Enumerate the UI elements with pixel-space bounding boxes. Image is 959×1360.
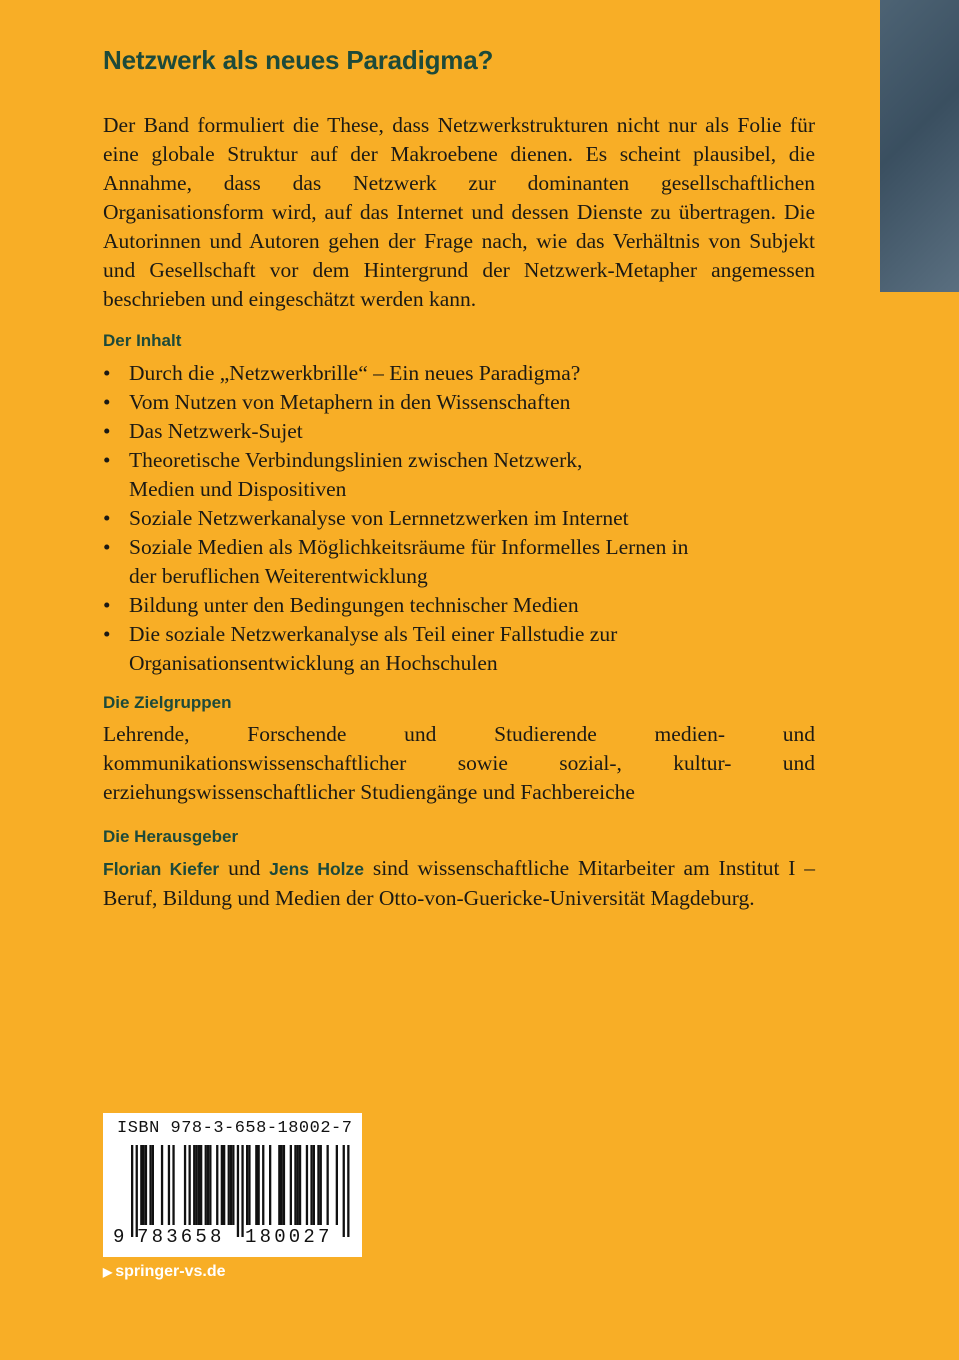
- barcode-bar: [248, 1145, 250, 1225]
- barcode-bar: [205, 1145, 207, 1225]
- list-item: [103, 388, 815, 417]
- editors-text: [103, 854, 815, 913]
- barcode-bar: [290, 1145, 292, 1225]
- barcode-bar: [255, 1145, 257, 1225]
- list-item-text: Die soziale Netzwerkanalyse als Teil einer Fallstudie zur Organisationsentwicklung an Hochschulen: [129, 622, 618, 675]
- bullet-icon: •: [103, 535, 111, 559]
- isbn-barcode: [103, 1113, 362, 1257]
- bullet-icon: •: [103, 361, 111, 385]
- ean-right-digits: 180027: [245, 1226, 333, 1248]
- barcode-bar: [262, 1145, 264, 1225]
- barcode-bar: [161, 1145, 163, 1225]
- bullet-icon: •: [103, 390, 111, 414]
- editor-name: Jens Holze: [269, 859, 365, 879]
- barcode-bar: [320, 1145, 322, 1225]
- barcode-bar: [136, 1145, 138, 1237]
- target-groups-text: Lehrende, Forschende und Studierende medien- und kommunikationswissenschaftlicher sowie sozial-, kultur- und erziehungswissenschaftlicher Studiengänge und Fachbereiche: [103, 722, 815, 804]
- barcode-bar: [237, 1145, 239, 1237]
- list-item: [103, 417, 815, 446]
- intro-paragraph: Der Band formuliert die These, dass Netzwerkstrukturen nicht nur als Folie für eine globale Struktur auf der Makroebene dienen. Es scheint plausibel, die Annahme, dass das Netzwerk zur dominanten gesellschaftlichen Organisationsform wird, auf das Internet und dessen Dienste zu übertragen. Die Autorinnen und Autoren gehen der Frage nach, wie das Verhältnis von Subjekt und Gesellschaft vor dem Hintergrund der Netzwerk-Metapher angemessen beschrieben und eingeschätzt werden kann.: [103, 113, 815, 311]
- barcode-bar: [230, 1145, 232, 1225]
- barcode-bar: [343, 1145, 345, 1237]
- list-item-text: Vom Nutzen von Metaphern in den Wissenschaften: [129, 390, 571, 414]
- barcode-bar: [313, 1145, 315, 1225]
- barcode-bar: [297, 1145, 299, 1225]
- barcode-bar: [140, 1145, 142, 1225]
- cover-corner-decoration: [880, 0, 959, 292]
- bullet-icon: •: [103, 448, 111, 472]
- page-title: Netzwerk als neues Paradigma?: [103, 45, 494, 75]
- barcode-bar: [145, 1145, 147, 1225]
- barcode-bar: [232, 1145, 234, 1225]
- contents-heading: Der Inhalt: [103, 331, 182, 350]
- barcode-bar: [193, 1145, 195, 1225]
- ean-left-digits: 783658: [137, 1226, 225, 1248]
- barcode-bar: [198, 1145, 200, 1225]
- barcode-bar: [216, 1145, 218, 1225]
- barcode-bar: [241, 1145, 243, 1237]
- list-item: [103, 446, 815, 504]
- editor-name: Florian Kiefer: [103, 859, 220, 879]
- barcode-bar: [207, 1145, 209, 1225]
- barcode-bar: [195, 1145, 197, 1225]
- barcode-bar: [143, 1145, 145, 1225]
- barcode-bar: [258, 1145, 260, 1225]
- barcode-bar: [306, 1145, 308, 1225]
- barcode-bar: [278, 1145, 280, 1225]
- barcode-bar: [168, 1145, 170, 1225]
- barcode-bar: [294, 1145, 296, 1225]
- barcode-bar: [209, 1145, 211, 1225]
- isbn-label: ISBN 978-3-658-18002-7: [117, 1119, 353, 1138]
- editors-description: sind wissenschaftliche Mitarbeiter am Institut I – Beruf, Bildung und Medien der Otto-von-Guericke-Universität Magdeburg.: [103, 856, 816, 910]
- barcode-bar: [283, 1145, 285, 1225]
- barcode-bar: [269, 1145, 271, 1225]
- barcode-bar: [299, 1145, 301, 1225]
- barcode-bar: [221, 1145, 223, 1225]
- list-item: [103, 359, 815, 388]
- target-groups-heading: Die Zielgruppen: [103, 693, 232, 712]
- barcode-bar: [317, 1145, 319, 1225]
- ean-first-digit: 9: [113, 1226, 125, 1248]
- publisher-url: springer-vs.de: [115, 1263, 226, 1280]
- list-item-text: Das Netzwerk-Sujet: [129, 419, 303, 443]
- list-item: [103, 620, 815, 678]
- bullet-icon: •: [103, 593, 111, 617]
- barcode-bar: [152, 1145, 154, 1225]
- list-item-text: Soziale Medien als Möglichkeitsräume für Informelles Lernen in der beruflichen Weiterentwicklung: [129, 535, 689, 588]
- publisher-link[interactable]: [103, 1263, 226, 1281]
- barcode-bar: [228, 1145, 230, 1225]
- list-item-text: Soziale Netzwerkanalyse von Lernnetzwerken im Internet: [129, 506, 629, 530]
- barcode-bar: [310, 1145, 312, 1225]
- bullet-icon: •: [103, 506, 111, 530]
- play-arrow-icon: ▶: [103, 1265, 113, 1279]
- bullet-icon: •: [103, 622, 111, 646]
- barcode-bar: [189, 1145, 191, 1225]
- list-item: [103, 533, 815, 591]
- barcode-bar: [336, 1145, 338, 1225]
- barcode-bar: [149, 1145, 151, 1225]
- barcode-bar: [131, 1145, 133, 1237]
- barcode-bar: [172, 1145, 174, 1225]
- editors-conjunction: und: [219, 856, 270, 880]
- barcode-bar: [200, 1145, 202, 1225]
- barcode-bar: [281, 1145, 283, 1225]
- barcode-bar: [223, 1145, 225, 1225]
- barcode-bar: [347, 1145, 349, 1237]
- barcode-bar: [327, 1145, 329, 1225]
- list-item-text: Durch die „Netzwerkbrille“ – Ein neues Paradigma?: [129, 361, 581, 385]
- barcode-bar: [246, 1145, 248, 1225]
- bullet-icon: •: [103, 419, 111, 443]
- barcode-bar: [184, 1145, 186, 1225]
- list-item-text: Bildung unter den Bedingungen technischer Medien: [129, 593, 579, 617]
- list-item: [103, 591, 815, 620]
- editors-heading: Die Herausgeber: [103, 827, 239, 846]
- list-item-text: Theoretische Verbindungslinien zwischen Netzwerk, Medien und Dispositiven: [129, 448, 583, 501]
- contents-list: [103, 359, 815, 678]
- list-item: [103, 504, 815, 533]
